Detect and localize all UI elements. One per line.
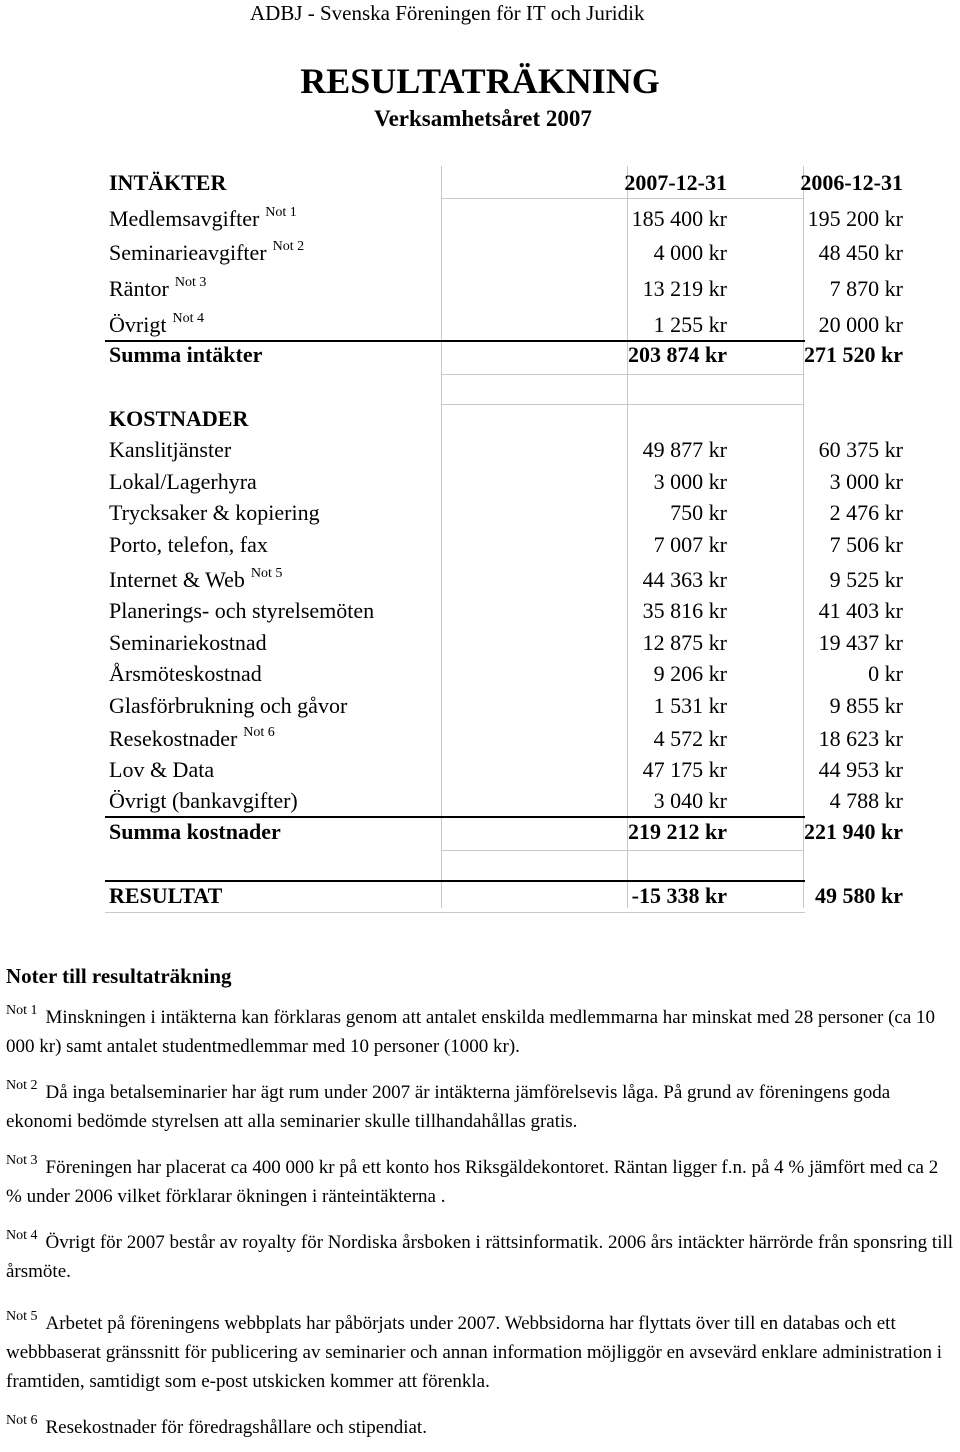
value-2006: 195 200 kr bbox=[807, 206, 903, 231]
spacer-row bbox=[105, 847, 805, 879]
row-label: Seminarieavgifter bbox=[109, 240, 267, 265]
note-text: Arbetet på föreningens webbplats har påbörjats under 2007. Webbsidorna har flyttats över till en databas och ett webbbaserat gränssnitt för publicering av seminarier och annan information möjliggör en avsevärd enklare administration i framtiden, samtidigt som e-post utskicken kommer att förenkla. bbox=[6, 1313, 942, 1392]
value-2007: 12 875 kr bbox=[642, 630, 727, 655]
costs-header-row bbox=[105, 402, 805, 434]
value-2006: 9 855 kr bbox=[829, 693, 903, 718]
value-2006: 7 870 kr bbox=[829, 276, 903, 301]
row-label: Resekostnader bbox=[109, 726, 238, 751]
result-row bbox=[105, 879, 903, 911]
note-item bbox=[6, 1071, 956, 1136]
note-text: Minskningen i intäkterna kan förklaras genom att antalet enskilda medlemmarna har minskat med 28 personer (ca 10 000 kr) samt antalet studentmedlemmar med 10 personer (1000 kr). bbox=[6, 1007, 936, 1057]
value-2006: 3 000 kr bbox=[829, 469, 903, 494]
income-heading: INTÄKTER bbox=[109, 170, 227, 195]
spacer-row bbox=[105, 370, 805, 402]
note-ref: Not 2 bbox=[6, 1078, 38, 1093]
note-text: Övrigt för 2007 består av royalty för Nordiska årsboken i rättsinformatik. 2006 års intäckter härrörde från sponsring till årsmöte. bbox=[6, 1232, 954, 1282]
row-label: Internet & Web bbox=[109, 567, 245, 592]
value-2006: 18 623 kr bbox=[818, 726, 903, 751]
value-2006: 0 kr bbox=[868, 661, 903, 686]
table-row bbox=[105, 304, 903, 340]
value-2007: 35 816 kr bbox=[642, 598, 727, 623]
row-label: Lokal/Lagerhyra bbox=[109, 469, 257, 494]
value-2006: 48 450 kr bbox=[818, 240, 903, 265]
value-2006: 44 953 kr bbox=[818, 757, 903, 782]
value-2006: 9 525 kr bbox=[829, 567, 903, 592]
value-2006: 7 506 kr bbox=[829, 532, 903, 557]
note-item bbox=[6, 1146, 956, 1211]
costs-heading: KOSTNADER bbox=[109, 406, 249, 431]
table-row bbox=[105, 268, 903, 304]
table-row bbox=[105, 785, 903, 816]
value-2007: 7 007 kr bbox=[653, 532, 727, 557]
table-row bbox=[105, 434, 903, 465]
note-ref: Not 3 bbox=[174, 275, 207, 290]
value-2006: 221 940 kr bbox=[804, 819, 903, 844]
value-2007: 47 175 kr bbox=[642, 757, 727, 782]
note-ref: Not 1 bbox=[6, 1003, 38, 1018]
value-2007: 1 531 kr bbox=[653, 693, 727, 718]
note-ref: Not 4 bbox=[172, 311, 204, 326]
note-ref: Not 4 bbox=[6, 1228, 38, 1243]
report-title: RESULTATRÄKNING bbox=[300, 61, 660, 101]
value-2007: 3 040 kr bbox=[653, 788, 727, 813]
table-row bbox=[105, 528, 903, 560]
table-row bbox=[105, 234, 903, 268]
value-2007: 219 212 kr bbox=[628, 819, 727, 844]
row-label: Glasförbrukning och gåvor bbox=[109, 693, 348, 718]
row-label: Årsmöteskostnad bbox=[109, 661, 262, 686]
note-text: Föreningen har placerat ca 400 000 kr på ett konto hos Riksgäldekontoret. Räntan ligger f.n. på 4 % jämfört med ca 2 % under 2006 vilket förklarar ökningen i ränteintäkterna . bbox=[6, 1157, 939, 1207]
row-label: Planerings- och styrelsemöten bbox=[109, 598, 375, 623]
notes-section bbox=[6, 962, 956, 1452]
value-2006: 271 520 kr bbox=[804, 342, 903, 367]
income-header-row bbox=[105, 162, 903, 198]
note-text: Då inga betalseminarier har ägt rum under 2007 är intäkterna jämförelsevis låga. På grund av föreningens goda ekonomi bedömde styrelsen att alla seminarier skulle tillhandahållas gratis. bbox=[6, 1082, 891, 1132]
row-label: Trycksaker & kopiering bbox=[109, 500, 320, 525]
organization-name: ADBJ - Svenska Föreningen för IT och Juridik bbox=[250, 1, 645, 25]
row-label: Lov & Data bbox=[109, 757, 215, 782]
note-ref: Not 3 bbox=[6, 1153, 38, 1168]
note-text: Resekostnader för föredragshållare och stipendiat. bbox=[45, 1417, 427, 1438]
note-item bbox=[6, 1221, 956, 1286]
note-ref: Not 5 bbox=[6, 1309, 38, 1324]
column-header-2006: 2006-12-31 bbox=[800, 170, 903, 195]
value-2007: 1 255 kr bbox=[653, 312, 727, 337]
row-label: Övrigt bbox=[109, 312, 167, 337]
note-ref: Not 5 bbox=[250, 566, 283, 581]
table-row bbox=[105, 754, 903, 785]
row-label: Seminariekostnad bbox=[109, 630, 267, 655]
table-row bbox=[105, 497, 903, 528]
row-label: Medlemsavgifter bbox=[109, 206, 260, 231]
value-2006: 41 403 kr bbox=[818, 598, 903, 623]
table-row bbox=[105, 626, 903, 658]
value-2007: 49 877 kr bbox=[642, 437, 727, 462]
note-item bbox=[6, 1406, 956, 1442]
value-2006: 4 788 kr bbox=[829, 788, 903, 813]
table-row bbox=[105, 658, 903, 689]
income-total-row bbox=[105, 340, 903, 370]
note-item bbox=[6, 996, 956, 1061]
grid-line bbox=[105, 912, 805, 913]
note-ref: Not 6 bbox=[6, 1413, 38, 1428]
table-row bbox=[105, 721, 903, 754]
notes-title: Noter till resultaträkning bbox=[6, 964, 232, 988]
column-header-2007: 2007-12-31 bbox=[624, 170, 727, 195]
value-2007: 9 206 kr bbox=[653, 661, 727, 686]
note-item bbox=[6, 1302, 956, 1396]
row-label: Summa intäkter bbox=[109, 342, 263, 367]
value-2007: 750 kr bbox=[670, 500, 727, 525]
income-statement-table bbox=[105, 162, 903, 911]
row-label: Porto, telefon, fax bbox=[109, 532, 268, 557]
value-2007: 3 000 kr bbox=[653, 469, 727, 494]
table-row bbox=[105, 689, 903, 721]
row-label: Räntor bbox=[109, 276, 169, 301]
value-2007: 44 363 kr bbox=[642, 567, 727, 592]
row-label: RESULTAT bbox=[109, 883, 223, 908]
note-ref: Not 6 bbox=[243, 725, 275, 740]
value-2007: 185 400 kr bbox=[631, 206, 727, 231]
row-label: Summa kostnader bbox=[109, 819, 281, 844]
value-2007: -15 338 kr bbox=[631, 883, 727, 908]
value-2007: 203 874 kr bbox=[628, 342, 727, 367]
value-2006: 2 476 kr bbox=[829, 500, 903, 525]
row-label: Kanslitjänster bbox=[109, 437, 232, 462]
value-2007: 13 219 kr bbox=[642, 276, 727, 301]
table-row bbox=[105, 560, 903, 595]
row-label: Övrigt (bankavgifter) bbox=[109, 788, 298, 813]
value-2007: 4 572 kr bbox=[653, 726, 727, 751]
value-2006: 60 375 kr bbox=[818, 437, 903, 462]
value-2006: 19 437 kr bbox=[818, 630, 903, 655]
value-2006: 49 580 kr bbox=[815, 883, 903, 908]
value-2006: 20 000 kr bbox=[818, 312, 903, 337]
note-ref: Not 2 bbox=[272, 239, 305, 254]
table-row bbox=[105, 198, 903, 234]
report-subtitle: Verksamhetsåret 2007 bbox=[374, 106, 592, 131]
note-ref: Not 1 bbox=[265, 205, 297, 220]
table-row bbox=[105, 595, 903, 626]
value-2007: 4 000 kr bbox=[653, 240, 727, 265]
table-row bbox=[105, 465, 903, 497]
costs-total-row bbox=[105, 816, 903, 847]
